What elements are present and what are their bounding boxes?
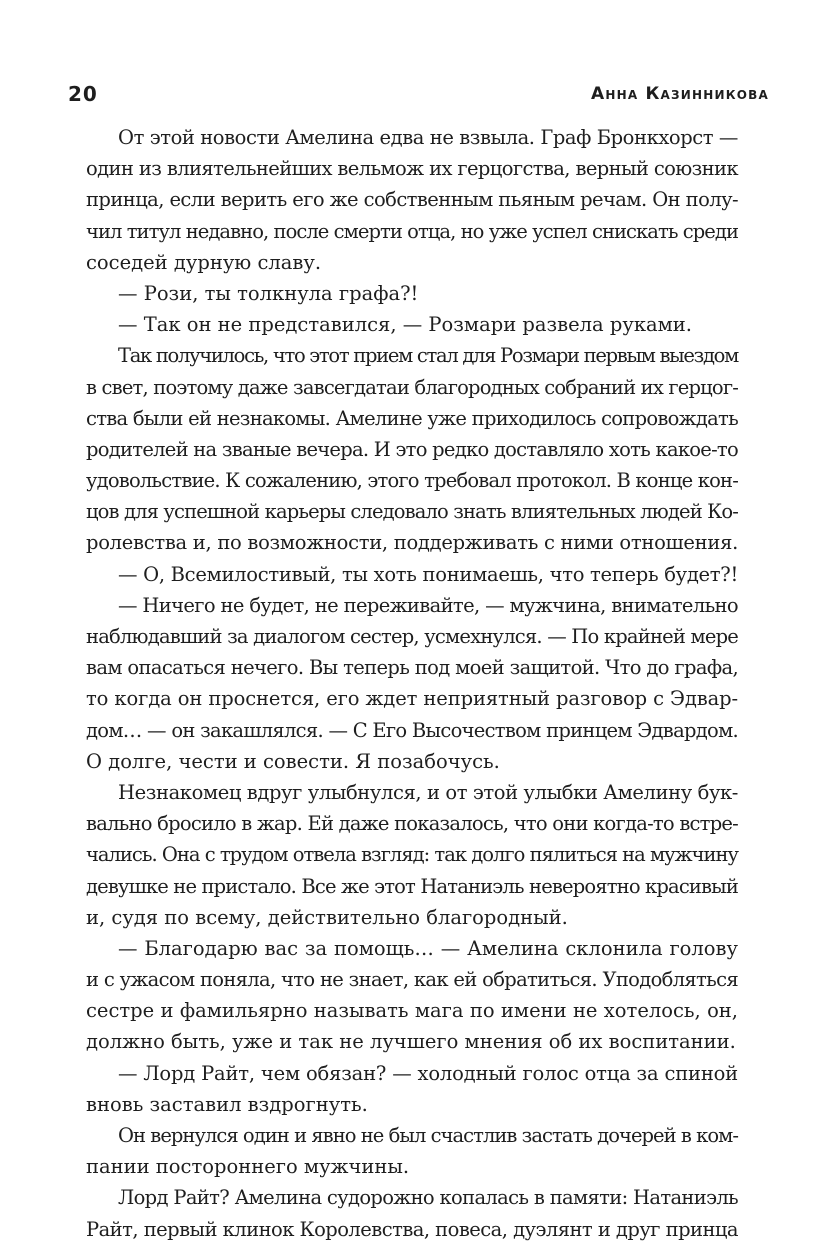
text-line: удовольствие. К сожалению, этого требовал протокол. В конце кон- xyxy=(86,469,739,493)
page-header xyxy=(68,82,769,112)
text-line: дом… — он закашлялся. — С Его Высочеством принцем Эдвардом. xyxy=(86,718,739,742)
running-head-author: Анна Казинникова xyxy=(591,84,769,104)
text-line: родителей на званые вечера. И это редко доставляло хоть какое-то xyxy=(86,437,738,461)
text-line: Райт, первый клинок Королевства, повеса, дуэлянт и друг принца xyxy=(86,1217,739,1241)
text-line: в свет, поэтому даже завсегдатаи благородных собраний их герцог- xyxy=(86,375,739,399)
text-line: — Рози, ты толкнула графа?! xyxy=(118,281,419,305)
text-line: наблюдавший за диалогом сестер, усмехнулся. — По крайней мере xyxy=(86,625,739,648)
text-line: Незнакомец вдруг улыбнулся, и от этой улыбки Амелину бук- xyxy=(118,780,738,804)
text-line: От этой новости Амелина едва не взвыла. Граф Бронкхорст — xyxy=(118,126,738,149)
body-text xyxy=(86,122,738,1245)
text-line: и, судя по всему, действительно благородный. xyxy=(86,905,568,929)
text-line: — О, Всемилостивый, ты хоть понимаешь, что теперь будет?! xyxy=(118,562,739,586)
text-line: принца, если верить его же собственным пьяным речам. Он полу- xyxy=(86,188,739,212)
text-line: — Лорд Райт, чем обязан? — холодный голос отца за спиной xyxy=(118,1061,738,1085)
text-line: цов для успешной карьеры следовало знать влиятельных людей Ко- xyxy=(86,500,738,524)
text-line: ства были ей незнакомы. Амелине уже приходилось сопровождать xyxy=(86,406,738,430)
text-line: вновь заставил вздрогнуть. xyxy=(86,1092,368,1116)
text-line: и с ужасом поняла, что не знает, как ей обратиться. Уподобляться xyxy=(86,968,738,992)
text-line: Так получилось, что этот прием стал для Розмари первым выездом xyxy=(118,344,738,368)
text-line: сестре и фамильярно называть мага по имени не хотелось, он, xyxy=(86,999,738,1023)
text-line: — Благодарю вас за помощь… — Амелина склонила голову xyxy=(118,936,738,960)
text-line: вально бросило в жар. Ей даже показалось, что они когда-то встре- xyxy=(86,812,739,836)
text-line: чил титул недавно, после смерти отца, но уже успел снискать среди xyxy=(86,219,738,243)
text-line: — Ничего не будет, не переживайте, — мужчина, внимательно xyxy=(118,593,739,617)
page-number: 20 xyxy=(68,82,98,106)
text-line: ролевства и, по возможности, поддерживать с ними отношения. xyxy=(86,531,739,555)
text-line: чались. Она с трудом отвела взгляд: так долго пялиться на мужчину xyxy=(86,843,738,867)
text-line: О долге, чести и совести. Я позабочусь. xyxy=(86,749,500,773)
text-line: вам опасаться нечего. Вы теперь под моей защитой. Что до графа, xyxy=(86,656,738,680)
text-line: Он вернулся один и явно не был счастлив застать дочерей в ком- xyxy=(118,1124,738,1147)
text-line: один из влиятельнейших вельмож их герцогства, верный союзник xyxy=(86,157,738,181)
text-line: то когда он проснется, его ждет неприятный разговор с Эдвар- xyxy=(86,687,738,711)
text-line: — Так он не представился, — Розмари развела руками. xyxy=(118,313,693,337)
text-line: Лорд Райт? Амелина судорожно копалась в памяти: Натаниэль xyxy=(118,1186,738,1210)
text-line: девушке не пристало. Все же этот Натаниэль невероятно красивый xyxy=(86,874,739,898)
text-line: должно быть, уже и так не лучшего мнения об их воспитании. xyxy=(86,1030,736,1054)
text-line: пании постороннего мужчины. xyxy=(86,1155,410,1179)
text-line: соседей дурную славу. xyxy=(86,250,322,274)
